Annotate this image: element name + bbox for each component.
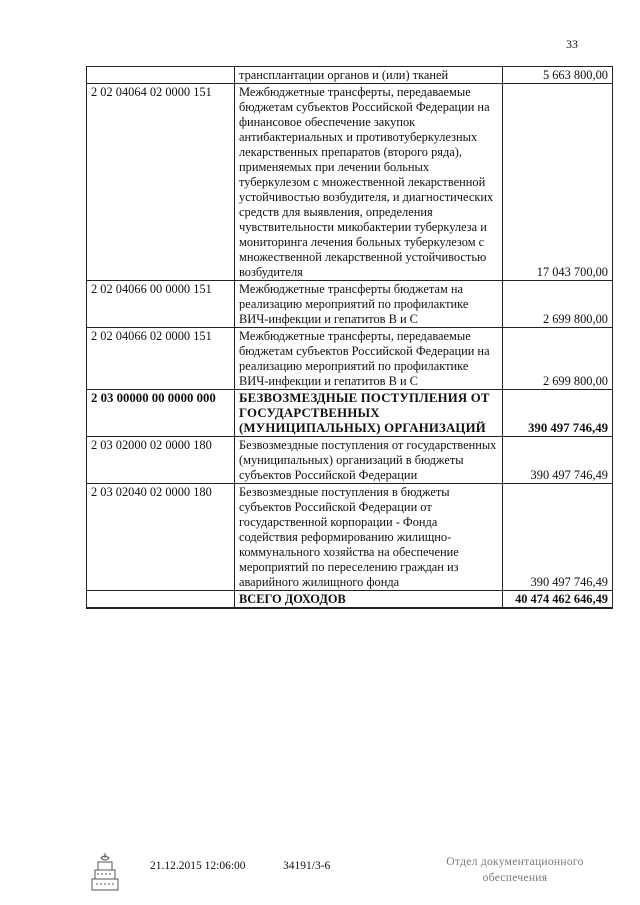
total-code bbox=[87, 591, 235, 609]
row-name: Межбюджетные трансферты, передаваемые бюджетам субъектов Российской Федерации на финансовое обеспечение закупок антибактериальных и противотуберкулезных лекарственных препаратов (второго ряда), применяемых при лечении больных туберкулезом с множественной лекарственной устойчивостью возбудителя, и диагностических средств для выявления, определения чувствительности микобактерии туберкулеза и мониторинга лечения больных туберкулезом с множественной лекарственной устойчивостью возбудителя bbox=[235, 84, 503, 281]
footer-department-stamp bbox=[420, 854, 610, 886]
revenue-table bbox=[86, 66, 613, 609]
row-code: 2 03 02040 02 0000 180 bbox=[87, 484, 235, 591]
footer-document-number: 34191/3-6 bbox=[283, 860, 331, 872]
total-sum: 40 474 462 646,49 bbox=[503, 591, 613, 609]
emblem-icon bbox=[88, 850, 122, 894]
row-name: Безвозмездные поступления в бюджеты субъектов Российской Федерации от государственной корпорации - Фонда содействия реформированию жилищно-коммунального хозяйства на обеспечение мероприятий по переселению граждан из аварийного жилищного фонда bbox=[235, 484, 503, 591]
row-code: 2 02 04066 00 0000 151 bbox=[87, 281, 235, 328]
row-name: Межбюджетные трансферты, передаваемые бюджетам субъектов Российской Федерации на реализацию мероприятий по профилактике ВИЧ-инфекции и гепатитов B и C bbox=[235, 328, 503, 390]
table-row bbox=[87, 437, 613, 484]
row-sum: 2 699 800,00 bbox=[503, 281, 613, 328]
row-name: трансплантации органов и (или) тканей bbox=[235, 67, 503, 84]
footer-dept-line2: обеспечения bbox=[482, 872, 548, 884]
row-code bbox=[87, 67, 235, 84]
table-row bbox=[87, 67, 613, 84]
footer-dept-line1: Отдел документационного bbox=[446, 856, 584, 868]
table-row-section bbox=[87, 390, 613, 437]
footer-timestamp: 21.12.2015 12:06:00 bbox=[150, 860, 246, 872]
page-footer bbox=[0, 850, 640, 900]
row-sum: 2 699 800,00 bbox=[503, 328, 613, 390]
row-code: 2 02 04064 02 0000 151 bbox=[87, 84, 235, 281]
total-label: ВСЕГО ДОХОДОВ bbox=[235, 591, 503, 609]
table-row bbox=[87, 84, 613, 281]
row-name: БЕЗВОЗМЕЗДНЫЕ ПОСТУПЛЕНИЯ ОТ ГОСУДАРСТВЕННЫХ (МУНИЦИПАЛЬНЫХ) ОРГАНИЗАЦИЙ bbox=[235, 390, 503, 437]
row-sum: 5 663 800,00 bbox=[503, 67, 613, 84]
row-code: 2 03 00000 00 0000 000 bbox=[87, 390, 235, 437]
row-sum: 17 043 700,00 bbox=[503, 84, 613, 281]
table-row-total bbox=[87, 591, 613, 609]
page-number: 33 bbox=[566, 37, 578, 51]
row-name: Безвозмездные поступления от государственных (муниципальных) организаций в бюджеты субъектов Российской Федерации bbox=[235, 437, 503, 484]
table-row bbox=[87, 281, 613, 328]
row-name: Межбюджетные трансферты бюджетам на реализацию мероприятий по профилактике ВИЧ-инфекции и гепатитов B и C bbox=[235, 281, 503, 328]
row-code: 2 03 02000 02 0000 180 bbox=[87, 437, 235, 484]
row-sum: 390 497 746,49 bbox=[503, 437, 613, 484]
row-code: 2 02 04066 02 0000 151 bbox=[87, 328, 235, 390]
row-sum: 390 497 746,49 bbox=[503, 484, 613, 591]
row-sum: 390 497 746,49 bbox=[503, 390, 613, 437]
table-row bbox=[87, 328, 613, 390]
table-row bbox=[87, 484, 613, 591]
